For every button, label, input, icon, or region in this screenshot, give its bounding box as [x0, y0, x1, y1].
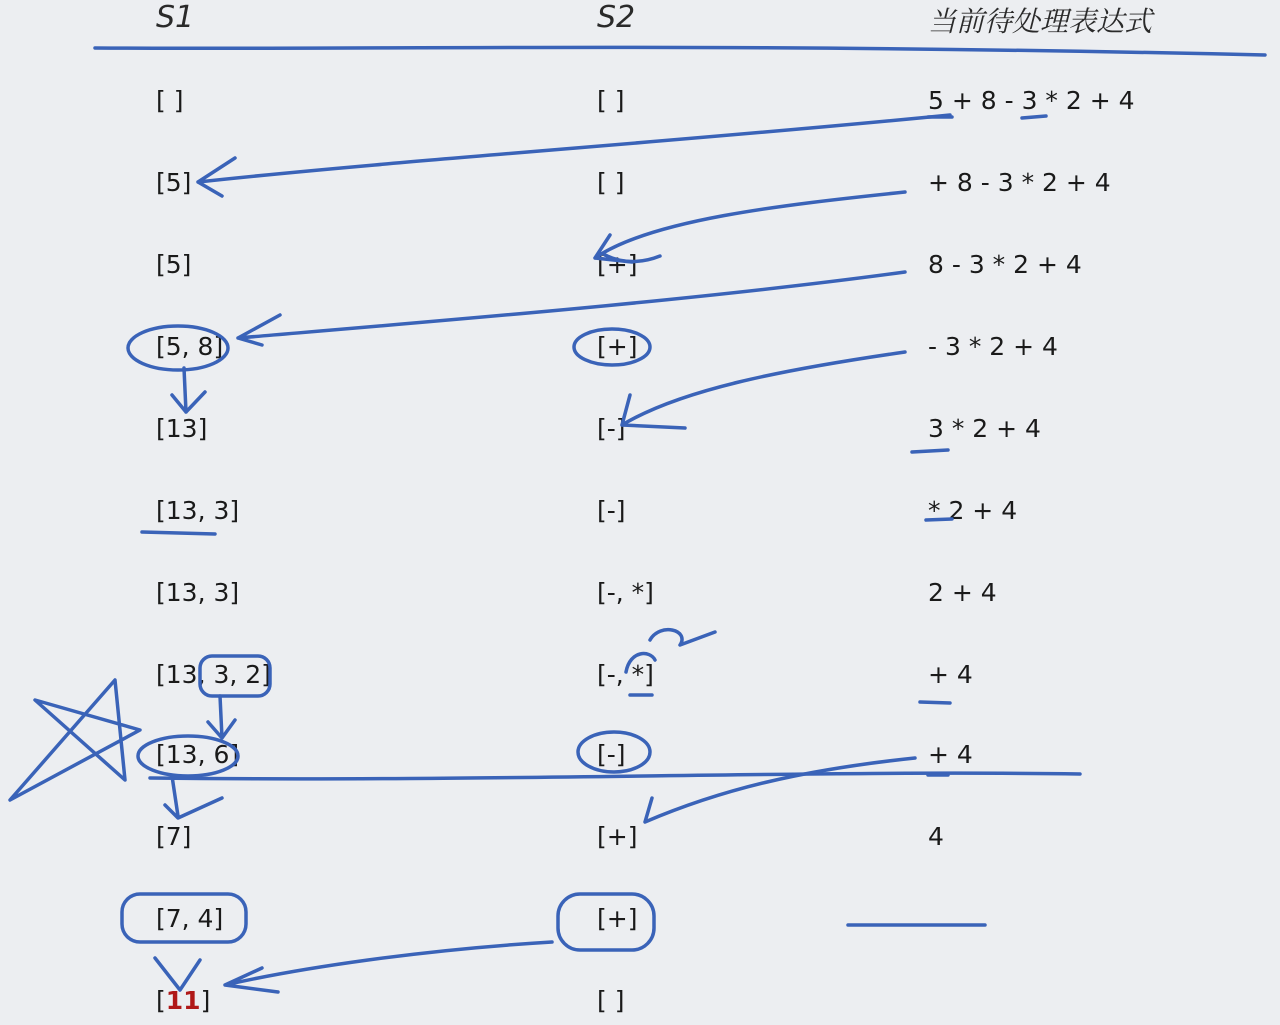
arrow-down-7 — [165, 776, 222, 818]
expr-cell: + 4 — [928, 660, 973, 689]
s1-cell: [13, 6] — [156, 740, 240, 769]
header-s1: S1 — [156, 0, 195, 35]
underline-3-expr — [912, 450, 948, 452]
s2-cell: [-] — [597, 740, 626, 769]
s1-cell: [13, 3, 2] — [156, 660, 271, 689]
expr-cell: 5 + 8 - 3 * 2 + 4 — [928, 86, 1135, 115]
underline-13-3 — [142, 532, 215, 534]
arrow-down-13 — [172, 368, 205, 412]
arrow-5-to-s1 — [198, 115, 950, 196]
final-value: 11 — [165, 986, 201, 1015]
s1-cell: [5] — [156, 250, 192, 279]
underline-3 — [1022, 116, 1046, 118]
expr-cell: + 8 - 3 * 2 + 4 — [928, 168, 1111, 197]
arrow-minus-to-s2 — [622, 352, 905, 428]
s2-cell: [+] — [597, 904, 638, 933]
header-expression: 当前待处理表达式 — [928, 5, 1153, 38]
underline-plus — [920, 702, 950, 703]
final-result — [156, 986, 210, 1016]
expr-cell: + 4 — [928, 740, 973, 769]
s2-cell: [ ] — [597, 86, 625, 115]
s1-cell: [7, 4] — [156, 904, 224, 933]
s1-cell: [7] — [156, 822, 192, 851]
s2-cell: [+] — [597, 332, 638, 361]
expr-cell: - 3 * 2 + 4 — [928, 332, 1058, 361]
arrow-8-to-s1 — [238, 272, 905, 345]
s2-cell: [ ] — [597, 986, 625, 1015]
arrow-down-13-6 — [208, 696, 235, 738]
s1-cell: [13] — [156, 414, 208, 443]
s2-cell: [-] — [597, 496, 626, 525]
separator-line — [150, 773, 1080, 779]
s2-cell: [-, *] — [597, 578, 654, 607]
header-s2: S2 — [597, 0, 636, 35]
s1-cell: [ ] — [156, 86, 184, 115]
s1-cell: [13, 3] — [156, 578, 240, 607]
arrow-plus-to-s2 — [595, 192, 905, 262]
expr-cell: * 2 + 4 — [928, 496, 1018, 525]
s2-cell: [-, *] — [597, 660, 654, 689]
s1-cell: [13, 3] — [156, 496, 240, 525]
header-underline — [95, 47, 1265, 55]
s2-cell: [+] — [597, 822, 638, 851]
expr-cell: 4 — [928, 822, 944, 851]
expr-cell: 2 + 4 — [928, 578, 997, 607]
final-open-bracket: [ — [156, 986, 166, 1015]
star-doodle — [10, 680, 140, 800]
final-close-bracket: ] — [200, 986, 211, 1015]
s1-cell: [5, 8] — [156, 332, 224, 361]
s2-cell: [+] — [597, 250, 638, 279]
expr-cell: 3 * 2 + 4 — [928, 414, 1041, 443]
s1-cell: [5] — [156, 168, 192, 197]
arrow-plus3-to-result — [225, 942, 552, 992]
s2-cell: [-] — [597, 414, 626, 443]
expr-cell: 8 - 3 * 2 + 4 — [928, 250, 1082, 279]
arrow-plus2-to-s2 — [645, 758, 915, 822]
s2-cell: [ ] — [597, 168, 625, 197]
